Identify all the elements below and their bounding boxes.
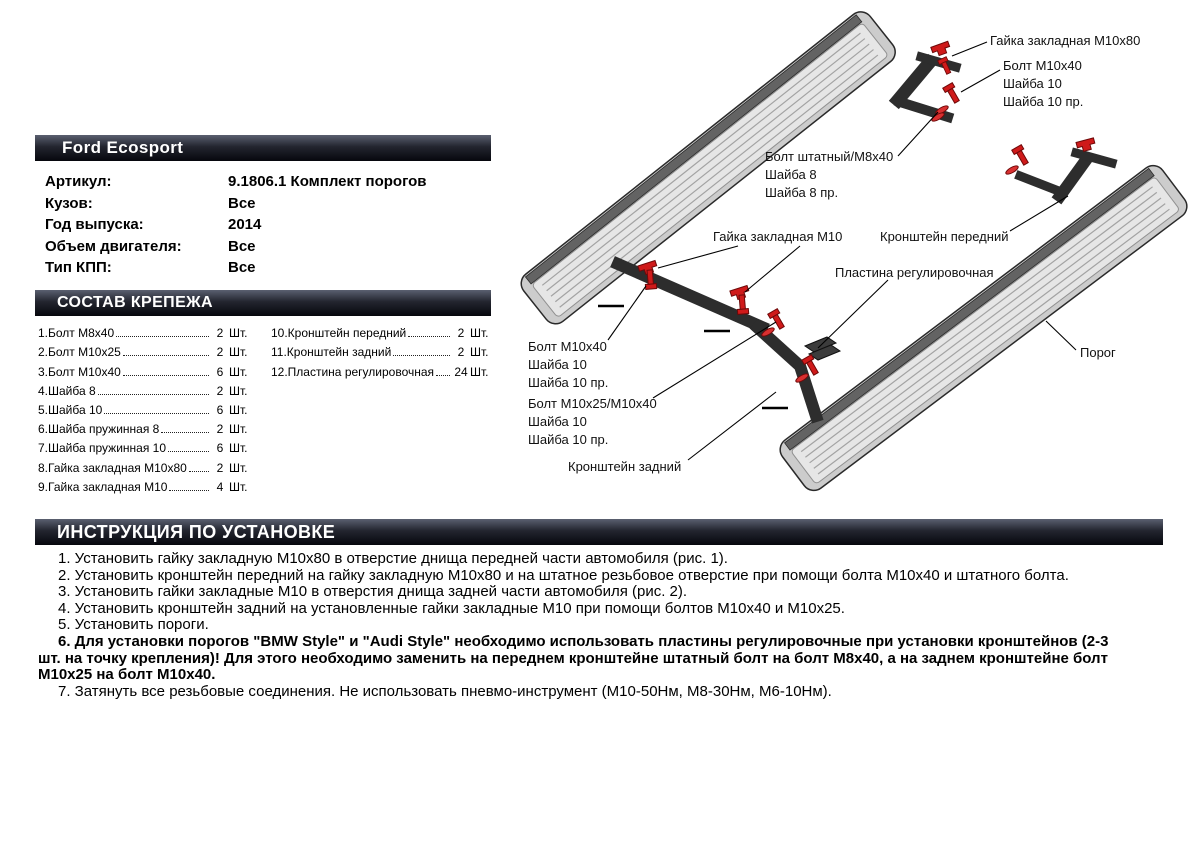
part-qty: 4: [216, 479, 224, 494]
dot-leader: [116, 336, 209, 337]
parts-row: [38, 475, 255, 494]
parts-row: [38, 321, 255, 340]
label-washer10-top: Шайба 10: [1003, 76, 1062, 91]
instruction-step-6: 6. Для установки порогов "BMW Style" и "Audi Style" необходимо использовать пластины регулировочные при установки кронштейнов (2-3 шт. на точку крепления)! Для этого необходимо заменить на переднем кронштейне штатный болт на болт М8х40, а на заднем кронштейне болт М10х25 на болт М10х40.: [38, 632, 1109, 684]
spec-value: Все: [228, 259, 256, 277]
diagram-svg: [500, 0, 1200, 515]
label-bolt-m10x40-left: Болт М10х40: [528, 339, 607, 354]
instruction-step-2: 2. Установить кронштейн передний на гайку закладную М10х80 и на штатное резьбовое отверстие при помощи болта М10х40 и штатного болта.: [58, 566, 1069, 584]
part-qty: 2: [216, 460, 224, 475]
parts-row: [38, 359, 255, 378]
part-name: 6.Шайба пружинная 8: [38, 422, 160, 437]
part-qty: 2: [216, 345, 224, 360]
running-board-left: [516, 7, 900, 329]
part-unit: Шт.: [229, 345, 248, 360]
dot-leader: [168, 451, 209, 452]
instructions-title: ИНСТРУКЦИЯ ПО УСТАНОВКЕ: [57, 521, 336, 542]
spec-label: Кузов:: [45, 194, 93, 212]
part-qty: 6: [216, 364, 224, 379]
parts-row: [271, 359, 496, 378]
spec-row-article: [45, 171, 495, 193]
dot-leader: [169, 490, 209, 491]
label-bolt-m10x40-top: Болт М10х40: [1003, 58, 1082, 73]
label-washer10-bottom: Шайба 10: [528, 414, 587, 429]
part-qty: 2: [216, 326, 224, 341]
instruction-step-5: 5. Установить пороги.: [58, 616, 209, 634]
label-porog: Порог: [1080, 345, 1116, 360]
part-qty: 2: [216, 383, 224, 398]
parts-column-2: [271, 321, 496, 379]
label-bracket-rear: Кронштейн задний: [568, 459, 682, 474]
dot-leader: [98, 394, 209, 395]
parts-row: [38, 379, 255, 398]
part-unit: Шт.: [229, 383, 248, 398]
part-name: 9.Гайка закладная М10: [38, 479, 168, 494]
part-name: 4.Шайба 8: [38, 383, 96, 398]
label-bolt-m10x25: Болт М10х25/М10х40: [528, 396, 657, 411]
exploded-diagram: [500, 0, 1200, 515]
product-title-bar: [35, 135, 491, 161]
instruction-step-7: 7. Затянуть все резьбовые соединения. Не использовать пневмо-инструмент (М10-50Нм, М8-30Нм, М6-10Нм).: [58, 682, 832, 700]
instruction-step-1: 1. Установить гайку закладную М10х80 в отверстие днища передней части автомобиля (рис. 1).: [58, 550, 728, 567]
bracket-rear-right: [758, 328, 816, 416]
parts-row: [38, 340, 255, 359]
parts-title-bar: [35, 290, 491, 316]
spec-label: Объем двигателя:: [45, 237, 182, 255]
spec-row-engine: [45, 236, 495, 258]
spec-value: 9.1806.1 Комплект порогов: [228, 173, 427, 191]
part-unit: Шт.: [229, 479, 248, 494]
parts-row: [271, 321, 496, 340]
parts-row: [38, 398, 255, 417]
parts-row: [38, 417, 255, 436]
label-washer8: Шайба 8: [765, 167, 817, 182]
dot-leader: [189, 471, 209, 472]
parts-column-1: [38, 321, 255, 494]
label-bracket-front: Кронштейн передний: [880, 229, 1009, 244]
spec-label: Артикул:: [45, 173, 112, 191]
part-qty: 24: [454, 364, 468, 379]
parts-row: [38, 436, 255, 455]
part-name: 12.Пластина регулировочная: [271, 364, 435, 379]
instruction-step-3: 3. Установить гайки закладные М10 в отверстия днища задней части автомобиля (рис. 2).: [58, 583, 688, 601]
label-washer10-left: Шайба 10: [528, 357, 587, 372]
spec-row-transmission: [45, 257, 495, 279]
parts-title: СОСТАВ КРЕПЕЖА: [57, 294, 213, 311]
part-qty: 2: [457, 345, 465, 360]
part-unit: Шт.: [229, 402, 248, 417]
part-unit: Шт.: [470, 345, 489, 360]
bracket-front-right: [1020, 153, 1112, 196]
spec-row-year: [45, 214, 495, 236]
dot-leader: [123, 375, 209, 376]
dot-leader: [123, 355, 209, 356]
instructions-title-bar: [35, 519, 1163, 545]
parts-row: [271, 340, 496, 359]
dot-leader: [436, 375, 450, 376]
red-nut-icon: [931, 41, 952, 57]
spec-value: Все: [228, 194, 256, 212]
spec-value: Все: [228, 237, 256, 255]
spec-value: 2014: [228, 216, 262, 234]
part-name: 5.Шайба 10: [38, 402, 103, 417]
red-bolt-icon: [768, 309, 787, 331]
product-title: Ford Ecosport: [62, 138, 184, 157]
red-bolt-icon: [1012, 145, 1031, 167]
part-name: 7.Шайба пружинная 10: [38, 441, 166, 456]
label-bolt-factory: Болт штатный/М8х40: [765, 149, 894, 164]
product-specs: [45, 171, 495, 279]
label-nut-m10: Гайка закладная М10: [713, 229, 843, 244]
instructions-text: [38, 551, 1130, 700]
spec-row-body: [45, 193, 495, 215]
part-name: 1.Болт М8х40: [38, 326, 115, 341]
part-unit: Шт.: [229, 441, 248, 456]
part-unit: Шт.: [229, 422, 248, 437]
part-unit: Шт.: [229, 326, 248, 341]
label-washer8pr: Шайба 8 пр.: [765, 185, 839, 200]
part-name: 8.Гайка закладная М10х80: [38, 460, 187, 475]
label-washer10pr-left: Шайба 10 пр.: [528, 375, 609, 390]
part-name: 3.Болт М10х40: [38, 364, 121, 379]
spec-label: Тип КПП:: [45, 259, 112, 277]
part-qty: 6: [216, 441, 224, 456]
label-nut-m10x80: Гайка закладная М10х80: [990, 33, 1141, 48]
part-unit: Шт.: [470, 364, 489, 379]
spec-label: Год выпуска:: [45, 216, 144, 234]
part-unit: Шт.: [229, 364, 248, 379]
label-washer10pr-bottom: Шайба 10 пр.: [528, 432, 609, 447]
part-name: 10.Кронштейн передний: [271, 326, 407, 341]
dot-leader: [104, 413, 209, 414]
part-unit: Шт.: [470, 326, 489, 341]
parts-list: [38, 321, 496, 501]
label-plate: Пластина регулировочная: [835, 265, 994, 280]
part-name: 11.Кронштейн задний: [271, 345, 392, 360]
red-bolt-icon: [943, 83, 962, 105]
part-name: 2.Болт М10х25: [38, 345, 121, 360]
label-washer10pr-top: Шайба 10 пр.: [1003, 94, 1084, 109]
dot-leader: [408, 336, 450, 337]
instruction-step-4: 4. Установить кронштейн задний на установленные гайки закладные М10 при помощи болтов М10х40 и М10х25.: [58, 599, 845, 617]
part-qty: 2: [216, 422, 224, 437]
part-qty: 6: [216, 402, 224, 417]
parts-row: [38, 455, 255, 474]
dot-leader: [161, 432, 209, 433]
dot-leader: [393, 355, 450, 356]
part-qty: 2: [457, 326, 465, 341]
part-unit: Шт.: [229, 460, 248, 475]
